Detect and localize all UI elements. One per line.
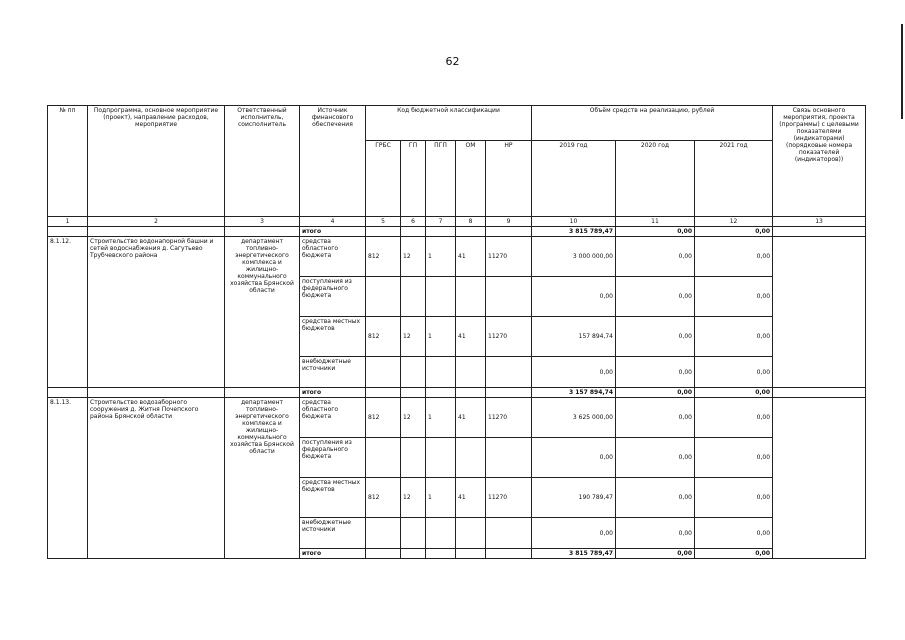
row-2019: 3 000 000,00 bbox=[532, 237, 616, 277]
row-2021: 0,00 bbox=[695, 518, 773, 549]
row-2020: 0,00 bbox=[616, 237, 695, 277]
budget-table bbox=[47, 105, 866, 559]
page-edge-line bbox=[901, 24, 903, 119]
col-number: 4 bbox=[300, 217, 366, 227]
row-2020: 0,00 bbox=[616, 357, 695, 388]
row-om: 41 bbox=[456, 237, 486, 277]
col-number: 13 bbox=[773, 217, 866, 227]
row-grbs bbox=[366, 518, 401, 549]
total-label: итого bbox=[300, 388, 366, 398]
section-title: Строительство водозаборного сооружения д. Житня Почепского района Брянской области bbox=[88, 398, 225, 559]
row-source: внебюджетные источники bbox=[300, 357, 366, 388]
header-link: Связь основного мероприятия, проекта (программы) с целевыми показателями (индикаторами) (порядковые номера показателей (индикаторов)) bbox=[773, 106, 866, 217]
row-pgp bbox=[426, 518, 456, 549]
col-number: 8 bbox=[456, 217, 486, 227]
row-2020: 0,00 bbox=[616, 398, 695, 438]
row-2020: 0,00 bbox=[616, 438, 695, 478]
row-nr: 11270 bbox=[486, 398, 532, 438]
header-2019: 2019 год bbox=[532, 141, 616, 217]
row-nr: 11270 bbox=[486, 317, 532, 357]
row-gp: 12 bbox=[401, 478, 426, 518]
row-nr bbox=[486, 438, 532, 478]
header-2021: 2021 год bbox=[695, 141, 773, 217]
total-row bbox=[48, 388, 866, 398]
row-2021: 0,00 bbox=[695, 317, 773, 357]
row-pgp: 1 bbox=[426, 317, 456, 357]
row-source: поступления из федерального бюджета bbox=[300, 277, 366, 317]
row-2021: 0,00 bbox=[695, 357, 773, 388]
row-pgp: 1 bbox=[426, 478, 456, 518]
total-2020: 0,00 bbox=[616, 388, 695, 398]
row-2021: 0,00 bbox=[695, 438, 773, 478]
row-pgp: 1 bbox=[426, 398, 456, 438]
row-2019: 0,00 bbox=[532, 357, 616, 388]
row-om bbox=[456, 277, 486, 317]
row-nr bbox=[486, 357, 532, 388]
header-row-1 bbox=[48, 106, 866, 141]
section-row bbox=[48, 237, 866, 277]
header-num: № пп bbox=[48, 106, 88, 217]
row-2021: 0,00 bbox=[695, 237, 773, 277]
row-2019: 3 625 000,00 bbox=[532, 398, 616, 438]
row-pgp bbox=[426, 277, 456, 317]
total-label: итого bbox=[300, 549, 366, 559]
header-gp: ГП bbox=[401, 141, 426, 217]
section-responsible: департамент топливно-энергетического комплекса и жилищно-коммунального хозяйства Брянской области bbox=[225, 237, 300, 388]
section-responsible: департамент топливно-энергетического комплекса и жилищно-коммунального хозяйства Брянской области bbox=[225, 398, 300, 559]
section-row bbox=[48, 398, 866, 438]
total-row bbox=[48, 227, 866, 237]
total-2019: 3 815 789,47 bbox=[532, 227, 616, 237]
row-grbs: 812 bbox=[366, 398, 401, 438]
col-number: 1 bbox=[48, 217, 88, 227]
row-gp: 12 bbox=[401, 317, 426, 357]
page-number: 62 bbox=[445, 55, 460, 68]
row-2020: 0,00 bbox=[616, 317, 695, 357]
row-om bbox=[456, 438, 486, 478]
header-pgp: ПГП bbox=[426, 141, 456, 217]
row-source: средства областного бюджета bbox=[300, 237, 366, 277]
row-grbs bbox=[366, 277, 401, 317]
row-source: средства местных бюджетов bbox=[300, 317, 366, 357]
row-source: поступления из федерального бюджета bbox=[300, 438, 366, 478]
header-2020: 2020 год bbox=[616, 141, 695, 217]
total-2020: 0,00 bbox=[616, 227, 695, 237]
row-2020: 0,00 bbox=[616, 277, 695, 317]
row-om bbox=[456, 518, 486, 549]
row-gp bbox=[401, 518, 426, 549]
row-nr: 11270 bbox=[486, 478, 532, 518]
col-number: 7 bbox=[426, 217, 456, 227]
header-responsible: Ответственный исполнитель, соисполнитель bbox=[225, 106, 300, 217]
col-number: 3 bbox=[225, 217, 300, 227]
total-2019: 3 157 894,74 bbox=[532, 388, 616, 398]
col-number: 5 bbox=[366, 217, 401, 227]
row-source: средства областного бюджета bbox=[300, 398, 366, 438]
row-nr bbox=[486, 277, 532, 317]
row-om bbox=[456, 357, 486, 388]
header-source: Источник финансового обеспечения bbox=[300, 106, 366, 217]
total-2019: 3 815 789,47 bbox=[532, 549, 616, 559]
section-link bbox=[773, 237, 866, 388]
col-number: 6 bbox=[401, 217, 426, 227]
row-pgp: 1 bbox=[426, 237, 456, 277]
row-gp bbox=[401, 357, 426, 388]
row-2021: 0,00 bbox=[695, 277, 773, 317]
row-gp: 12 bbox=[401, 398, 426, 438]
row-om: 41 bbox=[456, 398, 486, 438]
row-grbs: 812 bbox=[366, 317, 401, 357]
header-grbs: ГРБС bbox=[366, 141, 401, 217]
row-source: средства местных бюджетов bbox=[300, 478, 366, 518]
col-number: 11 bbox=[616, 217, 695, 227]
row-gp: 12 bbox=[401, 237, 426, 277]
column-numbers-row bbox=[48, 217, 866, 227]
row-2019: 0,00 bbox=[532, 277, 616, 317]
header-budget-code: Код бюджетной классификации bbox=[366, 106, 532, 141]
row-2019: 0,00 bbox=[532, 438, 616, 478]
total-2021: 0,00 bbox=[695, 227, 773, 237]
row-nr bbox=[486, 518, 532, 549]
col-number: 9 bbox=[486, 217, 532, 227]
row-om: 41 bbox=[456, 317, 486, 357]
row-2021: 0,00 bbox=[695, 478, 773, 518]
row-gp bbox=[401, 438, 426, 478]
col-number: 12 bbox=[695, 217, 773, 227]
header-nr: НР bbox=[486, 141, 532, 217]
header-om: ОМ bbox=[456, 141, 486, 217]
row-2019: 157 894,74 bbox=[532, 317, 616, 357]
row-2021: 0,00 bbox=[695, 398, 773, 438]
row-grbs: 812 bbox=[366, 478, 401, 518]
row-grbs: 812 bbox=[366, 237, 401, 277]
row-source: внебюджетные источники bbox=[300, 518, 366, 549]
row-pgp bbox=[426, 438, 456, 478]
row-pgp bbox=[426, 357, 456, 388]
section-number: 8.1.13. bbox=[48, 398, 88, 559]
total-2021: 0,00 bbox=[695, 549, 773, 559]
row-2020: 0,00 bbox=[616, 478, 695, 518]
row-om: 41 bbox=[456, 478, 486, 518]
row-grbs bbox=[366, 357, 401, 388]
col-number: 10 bbox=[532, 217, 616, 227]
section-number: 8.1.12. bbox=[48, 237, 88, 388]
row-2019: 0,00 bbox=[532, 518, 616, 549]
total-2021: 0,00 bbox=[695, 388, 773, 398]
col-number: 2 bbox=[88, 217, 225, 227]
row-grbs bbox=[366, 438, 401, 478]
total-2020: 0,00 bbox=[616, 549, 695, 559]
header-program: Подпрограмма, основное мероприятие (проект), направление расходов, мероприятие bbox=[88, 106, 225, 217]
section-link bbox=[773, 398, 866, 559]
row-nr: 11270 bbox=[486, 237, 532, 277]
header-volume: Объём средств на реализацию, рублей bbox=[532, 106, 773, 141]
section-title: Строительство водонапорной башни и сетей водоснабжения д. Сагутьево Трубчевского района bbox=[88, 237, 225, 388]
total-label: итого bbox=[300, 227, 366, 237]
row-2020: 0,00 bbox=[616, 518, 695, 549]
row-gp bbox=[401, 277, 426, 317]
row-2019: 190 789,47 bbox=[532, 478, 616, 518]
